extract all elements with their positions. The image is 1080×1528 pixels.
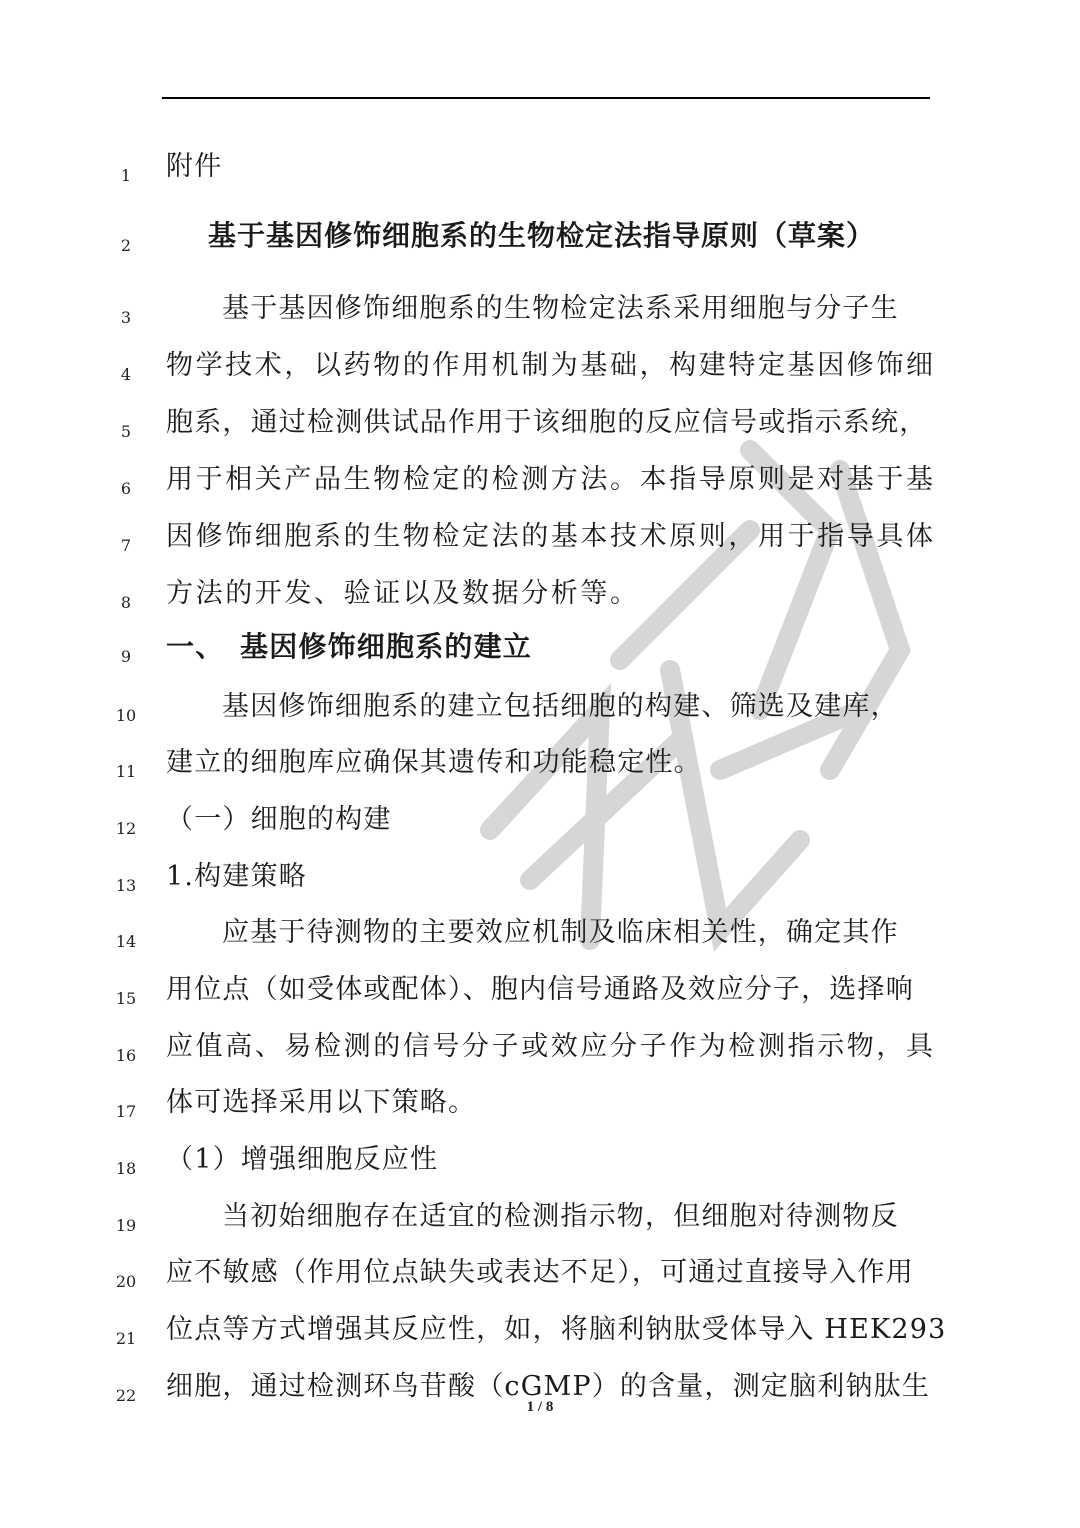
text-line: [0, 682, 1080, 738]
text-line: [0, 455, 1080, 511]
line-number: 7: [120, 536, 132, 555]
text-line: [0, 852, 1080, 908]
section-title: 基因修饰细胞系的建立: [240, 630, 533, 663]
line-number: 19: [115, 1216, 137, 1235]
text-line: [0, 908, 1080, 964]
text-line: [0, 142, 1080, 198]
line-number: 13: [115, 876, 137, 895]
text-line: [0, 341, 1080, 397]
line-text: （1）增强细胞反应性: [166, 1144, 439, 1175]
line-number: 5: [120, 422, 132, 441]
text-line: [0, 1305, 1080, 1361]
section-heading: [166, 625, 926, 665]
line-text: 应基于待测物的主要效应机制及临床相关性，确定其作: [222, 917, 899, 948]
line-number: 2: [120, 236, 132, 255]
line-text: 基因修饰细胞系的建立包括细胞的构建、筛选及建库，: [222, 691, 899, 722]
line-text: 物学技术，以药物的作用机制为基础，构建特定基因修饰细: [166, 350, 936, 381]
section-number: 一、: [166, 630, 225, 663]
line-text: 1.构建策略: [166, 861, 307, 892]
line-number: 20: [115, 1272, 137, 1291]
text-line: [0, 1135, 1080, 1191]
text-line: [0, 512, 1080, 568]
page-number: 1 / 8: [526, 1399, 554, 1415]
line-text: 用位点（如受体或配体）、胞内信号通路及效应分子，选择响: [166, 974, 914, 1005]
text-line: [0, 569, 1080, 625]
document-title: 基于基因修饰细胞系的生物检定法指导原则（草案）: [208, 219, 876, 252]
text-line: [0, 1078, 1080, 1134]
header-rule: [162, 97, 930, 99]
text-line: [0, 1022, 1080, 1078]
line-number: 22: [115, 1386, 137, 1405]
line-text: 用于相关产品生物检定的检测方法。本指导原则是对基于基: [166, 464, 936, 495]
line-text: 方法的开发、验证以及数据分析等。: [166, 578, 640, 609]
line-number: 17: [115, 1102, 137, 1121]
text-line: [0, 1248, 1080, 1304]
line-text: 附件: [166, 151, 223, 182]
text-line: [0, 738, 1080, 794]
line-text: 应值高、易检测的信号分子或效应分子作为检测指示物，具: [166, 1031, 936, 1062]
line-text: 建立的细胞库应确保其遗传和功能稳定性。: [166, 747, 702, 778]
text-line: [0, 623, 1080, 679]
line-number: 3: [120, 308, 132, 327]
text-line: [0, 284, 1080, 340]
line-text: 应不敏感（作用位点缺失或表达不足），可通过直接导入作用: [166, 1257, 914, 1288]
text-line: [0, 795, 1080, 851]
line-text: 细胞，通过检测环鸟苷酸（cGMP）的含量，测定脑利钠肽生: [166, 1371, 931, 1402]
line-number: 9: [120, 647, 132, 666]
line-number: 4: [120, 365, 132, 384]
line-number: 12: [115, 819, 137, 838]
line-number: 8: [120, 593, 132, 612]
line-text: 基于基因修饰细胞系的生物检定法系采用细胞与分子生: [222, 293, 899, 324]
line-number: 6: [120, 479, 132, 498]
line-number: 16: [115, 1046, 137, 1065]
text-line: [0, 398, 1080, 454]
line-text: 当初始细胞存在适宜的检测指示物，但细胞对待测物反: [222, 1201, 899, 1232]
line-number: 11: [115, 762, 137, 781]
line-number: 10: [115, 706, 137, 725]
line-text: 胞系，通过检测供试品作用于该细胞的反应信号或指示系统，: [166, 407, 928, 438]
line-text: 体可选择采用以下策略。: [166, 1087, 477, 1118]
line-text: 因修饰细胞系的生物检定法的基本技术原则，用于指导具体: [166, 521, 936, 552]
line-number: 14: [115, 932, 137, 951]
line-number: 21: [115, 1329, 137, 1348]
line-number: 18: [115, 1159, 137, 1178]
line-number: 15: [115, 989, 137, 1008]
text-line: [0, 1192, 1080, 1248]
line-number: 1: [120, 166, 132, 185]
text-line: [0, 212, 1080, 268]
line-text: 位点等方式增强其反应性，如，将脑利钠肽受体导入 HEK293: [166, 1314, 947, 1345]
text-line: [0, 965, 1080, 1021]
line-text: （一）细胞的构建: [166, 804, 392, 835]
